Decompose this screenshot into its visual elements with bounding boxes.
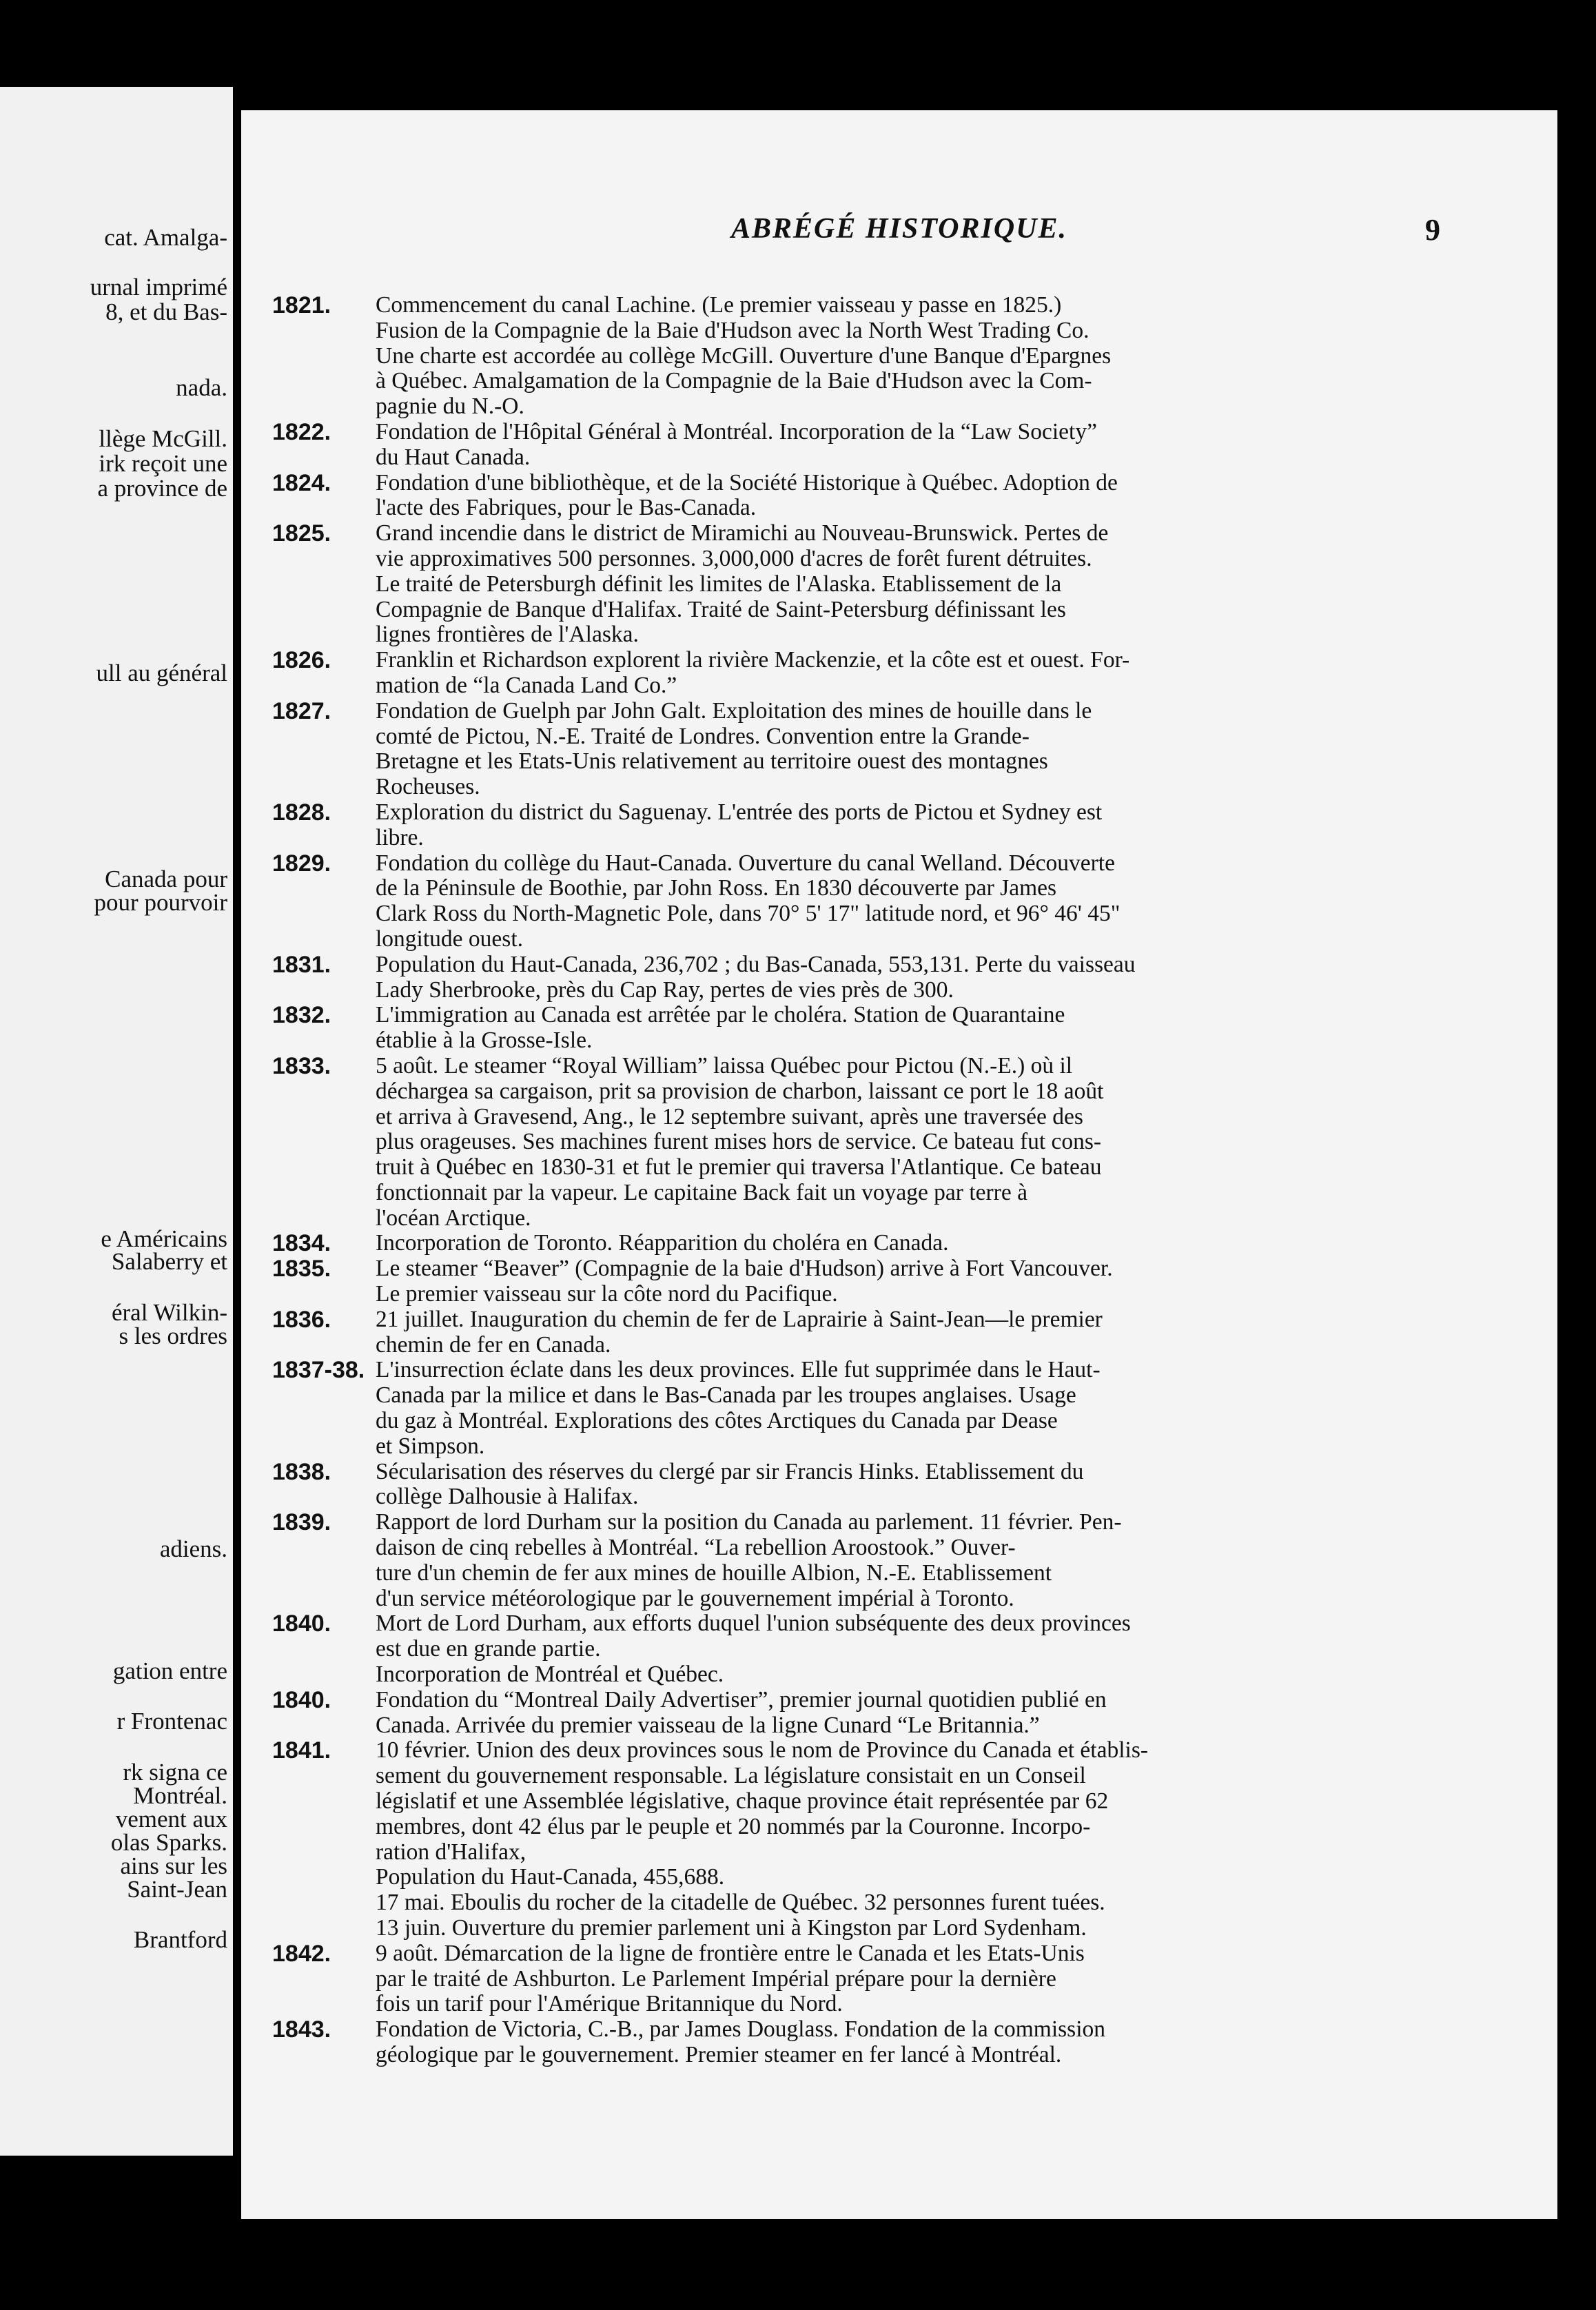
facing-page-fragment: nada. [176, 374, 227, 401]
entry-text-line: Population du Haut-Canada, 455,688. [376, 1864, 725, 1890]
entry-year: 1838. [272, 1458, 331, 1485]
entry-text-line: mation de “la Canada Land Co.” [376, 672, 677, 698]
facing-page-fragment: 8, et du Bas- [105, 298, 227, 325]
chronology-entry [272, 1510, 1375, 1611]
entry-year: 1824. [272, 469, 331, 496]
entry-text-line: Franklin et Richardson explorent la rivière Mackenzie, et la côte est et ouest. For- [376, 647, 1130, 673]
entry-text-line: l'acte des Fabriques, pour le Bas-Canada. [376, 495, 757, 521]
entry-text-line: du Haut Canada. [376, 444, 531, 470]
chronology-entry [272, 521, 1375, 648]
facing-page-fragment: pour pourvoir [94, 889, 227, 916]
entry-text-line: fonctionnait par la vapeur. Le capitaine Back fait un voyage par terre à [376, 1179, 1027, 1205]
facing-page-fragment: cat. Amalga- [104, 224, 227, 251]
entry-year: 1828. [272, 799, 331, 826]
entry-text-line: Commencement du canal Lachine. (Le premier vaisseau y passe en 1825.) [376, 292, 1062, 318]
facing-page-fragment: ull au général [96, 660, 227, 686]
entry-text-line: Rocheuses. [376, 774, 480, 800]
entry-text-line: L'insurrection éclate dans les deux provinces. Elle fut supprimée dans le Haut- [376, 1357, 1101, 1383]
entry-text-line: ture d'un chemin de fer aux mines de houille Albion, N.-E. Etablissement [376, 1560, 1052, 1586]
entry-year: 1839. [272, 1509, 331, 1536]
facing-page-fragment: a province de [97, 475, 227, 502]
entry-year: 1843. [272, 2016, 331, 2043]
facing-page-fragment: Saint-Jean [127, 1876, 227, 1903]
chronology-entry [272, 952, 1375, 1003]
facing-page-fragment: Canada pour [105, 866, 227, 892]
chronology-entry [272, 1460, 1375, 1511]
entry-text-line: par le traité de Ashburton. Le Parlement Impérial prépare pour la dernière [376, 1965, 1056, 1992]
chronology-entry [272, 1231, 1375, 1256]
entry-text-line: pagnie du N.-O. [376, 393, 524, 420]
facing-page-fragment: e Américains [101, 1225, 227, 1252]
entry-text-line: Exploration du district du Saguenay. L'entrée des ports de Pictou et Sydney est [376, 799, 1103, 825]
facing-page-fragment: llège McGill. [99, 425, 227, 452]
facing-page-fragment: ains sur les [120, 1852, 227, 1879]
entry-text-line: Le premier vaisseau sur la côte nord du Pacifique. [376, 1281, 838, 1307]
entry-text-line: Incorporation de Montréal et Québec. [376, 1662, 724, 1688]
chronology-entry [272, 1307, 1375, 1358]
entry-text-line: 13 juin. Ouverture du premier parlement uni à Kingston par Lord Sydenham. [376, 1915, 1087, 1941]
entry-text-line: Le traité de Petersburgh définit les limites de l'Alaska. Etablissement de la [376, 571, 1062, 597]
entry-text-line: vie approximatives 500 personnes. 3,000,000 d'acres de forêt furent détruites. [376, 545, 1092, 571]
entry-text-line: et Simpson. [376, 1433, 485, 1459]
entry-text-line: Fondation de Victoria, C.-B., par James Douglass. Fondation de la commission [376, 2016, 1106, 2043]
facing-page-fragment: adiens. [159, 1535, 227, 1562]
entry-year: 1842. [272, 1940, 331, 1967]
chronology-entry [272, 293, 1375, 420]
entry-text-line: l'océan Arctique. [376, 1205, 531, 1231]
facing-page-fragment: éral Wilkin- [111, 1299, 227, 1326]
facing-page-fragment: gation entre [112, 1657, 227, 1684]
facing-page-fragment: urnal imprimé [90, 274, 227, 300]
entry-text-line: longitude ouest. [376, 926, 524, 952]
entry-text-line: 10 février. Union des deux provinces sous le nom de Province du Canada et établis- [376, 1737, 1149, 1764]
entry-text-line: Une charte est accordée au collège McGill. Ouverture d'une Banque d'Epargnes [376, 343, 1112, 369]
entry-text-line: Fusion de la Compagnie de la Baie d'Hudson avec la North West Trading Co. [376, 317, 1089, 343]
chronology-entry [272, 800, 1375, 851]
entry-text-line: Mort de Lord Durham, aux efforts duquel l'union subséquente des deux provinces [376, 1611, 1131, 1637]
running-head: ABRÉGÉ HISTORIQUE. [730, 213, 1068, 245]
entry-text-line: 17 mai. Eboulis du rocher de la citadelle de Québec. 32 personnes furent tuées. [376, 1890, 1105, 1916]
entry-text-line: déchargea sa cargaison, prit sa provision de charbon, laissant ce port le 18 août [376, 1078, 1104, 1104]
entry-text-line: ration d'Halifax, [376, 1839, 526, 1865]
entry-year: 1827. [272, 697, 331, 724]
facing-page-fragment: irk reçoit une [99, 450, 227, 477]
entry-text-line: truit à Québec en 1830-31 et fut le premier qui traversa l'Atlantique. Ce bateau [376, 1154, 1102, 1180]
entry-text-line: Grand incendie dans le district de Miramichi au Nouveau-Brunswick. Pertes de [376, 520, 1109, 546]
facing-page [0, 87, 233, 2156]
entry-year: 1841. [272, 1737, 331, 1764]
facing-page-fragment: Brantford [133, 1926, 227, 1953]
entry-text-line: membres, dont 42 élus par le peuple et 20 nommés par la Couronne. Incorpo- [376, 1813, 1091, 1839]
entry-text-line: plus orageuses. Ses machines furent mises hors de service. Ce bateau fut cons- [376, 1129, 1102, 1155]
entry-text-line: daison de cinq rebelles à Montréal. “La rebellion Aroostook.” Ouver- [376, 1535, 1016, 1561]
page [241, 110, 1557, 2219]
chronology-entry [272, 1003, 1375, 1054]
entry-text-line: 5 août. Le steamer “Royal William” laissa Québec pour Pictou (N.-E.) où il [376, 1052, 1073, 1079]
entry-year: 1829. [272, 850, 331, 877]
chronology-entry [272, 648, 1375, 699]
entry-year: 1831. [272, 951, 331, 978]
facing-page-fragment: vement aux [115, 1806, 227, 1832]
chronology-entry [272, 1738, 1375, 1941]
facing-page-fragment: olas Sparks. [110, 1829, 227, 1856]
entry-text-line: d'un service météorologique par le gouvernement impérial à Toronto. [376, 1585, 1014, 1611]
facing-page-fragment: rk signa ce [123, 1759, 227, 1786]
facing-page-fragment: r Frontenac [116, 1708, 227, 1735]
entry-text-line: Fondation d'une bibliothèque, et de la Société Historique à Québec. Adoption de [376, 469, 1118, 495]
entry-text-line: L'immigration au Canada est arrêtée par le choléra. Station de Quarantaine [376, 1002, 1065, 1028]
entry-text-line: législatif et une Assemblée législative, chaque province était représentée par 62 [376, 1788, 1109, 1815]
entry-text-line: Sécularisation des réserves du clergé par sir Francis Hinks. Etablissement du [376, 1458, 1084, 1484]
entry-text-line: Fondation de l'Hôpital Général à Montréal. Incorporation de la “Law Society” [376, 418, 1097, 444]
entry-text-line: géologique par le gouvernement. Premier steamer en fer lancé à Montréal. [376, 2041, 1062, 2067]
facing-page-fragment: Salaberry et [111, 1248, 227, 1275]
entry-year: 1826. [272, 647, 331, 674]
entry-year: 1832. [272, 1002, 331, 1029]
chronology-entry [272, 851, 1375, 952]
chronology-entry [272, 1054, 1375, 1231]
entry-text-line: collège Dalhousie à Halifax. [376, 1484, 639, 1510]
entry-year: 1821. [272, 292, 331, 318]
entry-year: 1840. [272, 1686, 331, 1713]
entry-year: 1840. [272, 1611, 331, 1637]
chronology-entry [272, 420, 1375, 471]
entry-text-line: Fondation du “Montreal Daily Advertiser”, premier journal quotidien publié en [376, 1686, 1107, 1713]
entry-text-line: Compagnie de Banque d'Halifax. Traité de Saint-Petersburg définissant les [376, 596, 1066, 622]
entry-year: 1837-38. [272, 1357, 365, 1384]
entry-text-line: lignes frontières de l'Alaska. [376, 622, 639, 648]
entry-text-line: Le steamer “Beaver” (Compagnie de la baie d'Hudson) arrive à Fort Vancouver. [376, 1256, 1113, 1282]
facing-page-fragment: Montréal. [132, 1782, 227, 1809]
entry-text-line: comté de Pictou, N.-E. Traité de Londres. Convention entre la Grande- [376, 723, 1030, 749]
facing-page-fragment: s les ordres [119, 1322, 227, 1349]
entry-text-line: et arriva à Gravesend, Ang., le 12 septembre suivant, après une traversée des [376, 1103, 1083, 1130]
entry-text-line: 9 août. Démarcation de la ligne de frontière entre le Canada et les Etats-Unis [376, 1940, 1085, 1966]
entry-year: 1836. [272, 1306, 331, 1333]
chronology-entry [272, 471, 1375, 522]
entry-text-line: à Québec. Amalgamation de la Compagnie de la Baie d'Hudson avec la Com- [376, 368, 1092, 394]
chronology-entry [272, 1941, 1375, 2017]
entry-text-line: Canada. Arrivée du premier vaisseau de la ligne Cunard “Le Britannia.” [376, 1712, 1040, 1738]
entry-text-line: Fondation de Guelph par John Galt. Exploitation des mines de houille dans le [376, 697, 1092, 724]
entry-text-line: Fondation du collège du Haut-Canada. Ouverture du canal Welland. Découverte [376, 850, 1115, 876]
entry-text-line: Clark Ross du North-Magnetic Pole, dans 70° 5' 17" latitude nord, et 96° 46' 45" [376, 901, 1121, 927]
entry-year: 1834. [272, 1230, 331, 1257]
chronology [272, 293, 1375, 2068]
entry-text-line: Rapport de lord Durham sur la position du Canada au parlement. 11 février. Pen- [376, 1509, 1122, 1535]
entry-year: 1825. [272, 520, 331, 547]
entry-text-line: Population du Haut-Canada, 236,702 ; du Bas-Canada, 553,131. Perte du vaisseau [376, 951, 1136, 977]
entry-text-line: établie à la Grosse-Isle. [376, 1028, 593, 1054]
entry-text-line: chemin de fer en Canada. [376, 1331, 611, 1358]
chronology-entry [272, 1611, 1375, 1687]
entry-text-line: Bretagne et les Etats-Unis relativement au territoire ouest des montagnes [376, 748, 1048, 775]
entry-text-line: est due en grande partie. [376, 1636, 601, 1662]
entry-text-line: Lady Sherbrooke, près du Cap Ray, pertes de vies près de 300. [376, 977, 954, 1003]
entry-year: 1835. [272, 1256, 331, 1282]
entry-text-line: 21 juillet. Inauguration du chemin de fer de Laprairie à Saint-Jean—le premier [376, 1306, 1103, 1332]
chronology-entry [272, 1688, 1375, 1739]
entry-text-line: de la Péninsule de Boothie, par John Ross. En 1830 découverte par James [376, 875, 1057, 901]
entry-year: 1833. [272, 1052, 331, 1079]
entry-year: 1822. [272, 418, 331, 445]
entry-text-line: Canada par la milice et dans le Bas-Canada par les troupes anglaises. Usage [376, 1382, 1076, 1409]
entry-text-line: libre. [376, 824, 424, 850]
chronology-entry [272, 1256, 1375, 1307]
entry-text-line: Incorporation de Toronto. Réapparition du choléra en Canada. [376, 1230, 949, 1256]
entry-text-line: sement du gouvernement responsable. La législature consistait en un Conseil [376, 1763, 1086, 1789]
chronology-entry [272, 699, 1375, 800]
chronology-entry [272, 2017, 1375, 2068]
chronology-entry [272, 1358, 1375, 1459]
page-number: 9 [1425, 213, 1440, 247]
entry-text-line: fois un tarif pour l'Amérique Britannique du Nord. [376, 1991, 843, 2017]
entry-text-line: du gaz à Montréal. Explorations des côtes Arctiques du Canada par Dease [376, 1408, 1058, 1434]
